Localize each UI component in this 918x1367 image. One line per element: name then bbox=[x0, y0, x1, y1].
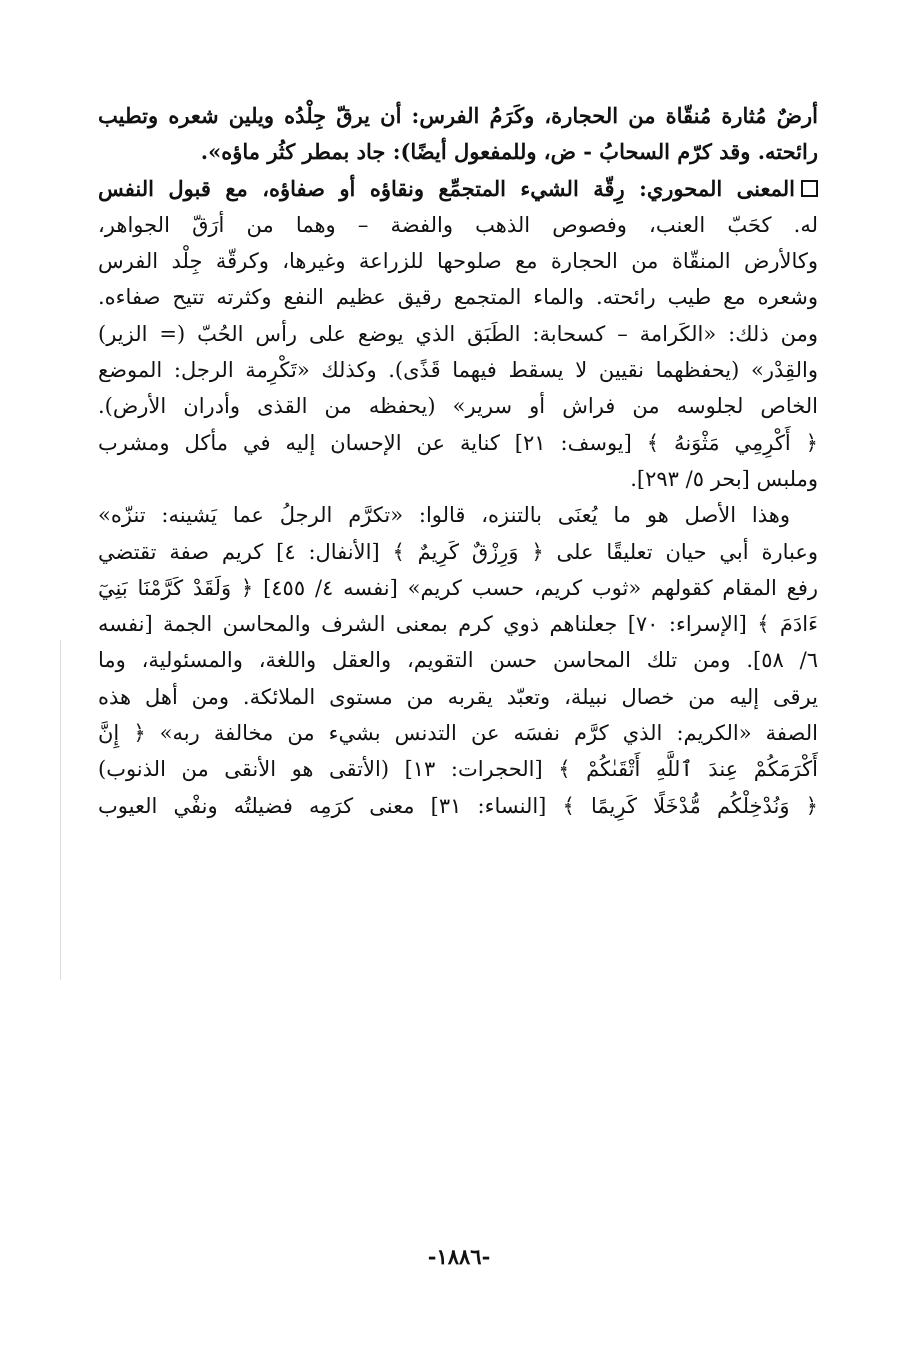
text-line: يرقى إليه من خصال نبيلة، وتعبّد يقربه من مستوى الملائكة. ومن أهل هذه bbox=[98, 684, 818, 709]
text-line: ومن ذلك: «الكَرامة – كسحابة: الطَبَق الذي يوضع على رأس الحُبّ (= الزير) bbox=[98, 321, 818, 346]
page-number: -١٨٨٦- bbox=[427, 1244, 491, 1269]
text-line: ﴿ وَنُدْخِلْكُم مُّدْخَلًا كَرِيمًا ﴾ [النساء: ٣١] معنى كرَمِه فضيلتُه ونفْي العيوب bbox=[98, 793, 818, 818]
text-line: أَكْرَمَكُمْ عِندَ ٱللَّهِ أَتْقَىٰكُمْ ﴾ [الحجرات: ١٣] (الأتقى هو الأنقى من الذنوب) bbox=[98, 757, 818, 782]
text-line: رفع المقام كقولهم «ثوب كريم، حسب كريم» [نفسه ٤/ ٤٥٥] ﴿ وَلَقَدْ كَرَّمْنَا بَنِيٓ bbox=[98, 575, 818, 600]
text-line: ٦/ ٥٨]. ومن تلك المحاسن حسن التقويم، والعقل واللغة، والمسئولية، وما bbox=[98, 648, 818, 673]
text-line: ءَادَمَ ﴾ [الإسراء: ٧٠] جعلناهم ذوي كرم بمعنى الشرف والمحاسن الجمة [نفسه bbox=[98, 612, 818, 637]
text-line: وكالأرض المنقّاة من الحجارة مع صلوحها للزراعة وغيرها، وكرقّة جِلْد الفرس bbox=[98, 249, 818, 274]
scan-edge-mark bbox=[60, 640, 61, 980]
text-line: له. كحَبّ العنب، وفصوص الذهب والفضة – وهما من أرَقّ الجواهر، bbox=[98, 212, 818, 237]
text-line: الخاص لجلوسه من فراش أو سرير» (يحفظه من القذى وأدران الأرض). bbox=[98, 394, 818, 419]
body-text bbox=[98, 98, 818, 824]
text-line: وهذا الأصل هو ما يُعنَى بالتنزه، قالوا: «تكرَّم الرجلُ عما يَشينه: تنزّه» bbox=[98, 503, 790, 528]
text-line: والقِدْر» (يحفظهما نقيين لا يسقط فيهما قَذًى). وكذلك «تَكْرِمة الرجل: الموضع bbox=[98, 358, 818, 383]
text-line: وعبارة أبي حيان تعليقًا على ﴿ وَرِزْقٌ كَرِيمٌ ﴾ [الأنفال: ٤] كريم صفة تقتضي bbox=[98, 539, 818, 564]
text-line-content: المعنى المحوري: رِقّة الشيء المتجمِّع ونقاؤه أو صفاؤه، مع قبول النفس bbox=[98, 175, 795, 201]
text-line: وملبس [بحر ٥/ ٢٩٣]. bbox=[630, 466, 818, 491]
text-line: رائحته. وقد كرّم السحابُ - ض، وللمفعول أيضًا): جاد بمطر كثُر ماؤه». bbox=[200, 139, 818, 165]
square-bullet-icon bbox=[801, 180, 818, 197]
text-line-heading bbox=[98, 171, 818, 207]
text-line: وشعره مع طيب رائحته. والماء المتجمع رقيق عظيم النفع وكثرته تتيح صفاءه. bbox=[98, 285, 818, 310]
text-line: الصفة «الكريم: الذي كرَّم نفسَه عن التدنس بشيء من مخالفة ربه» ﴿ إِنَّ bbox=[98, 721, 818, 746]
text-line: ﴿ أَكْرِمِي مَثْوَنهُ ﴾ [يوسف: ٢١] كناية عن الإحسان إليه في مأكل ومشرب bbox=[98, 430, 818, 455]
text-line: أرضٌ مُثارة مُنقّاة من الحجارة، وكَرَمُ الفرس: أن يرقّ جِلْدُه ويلين شعره وتطيب bbox=[98, 103, 818, 128]
